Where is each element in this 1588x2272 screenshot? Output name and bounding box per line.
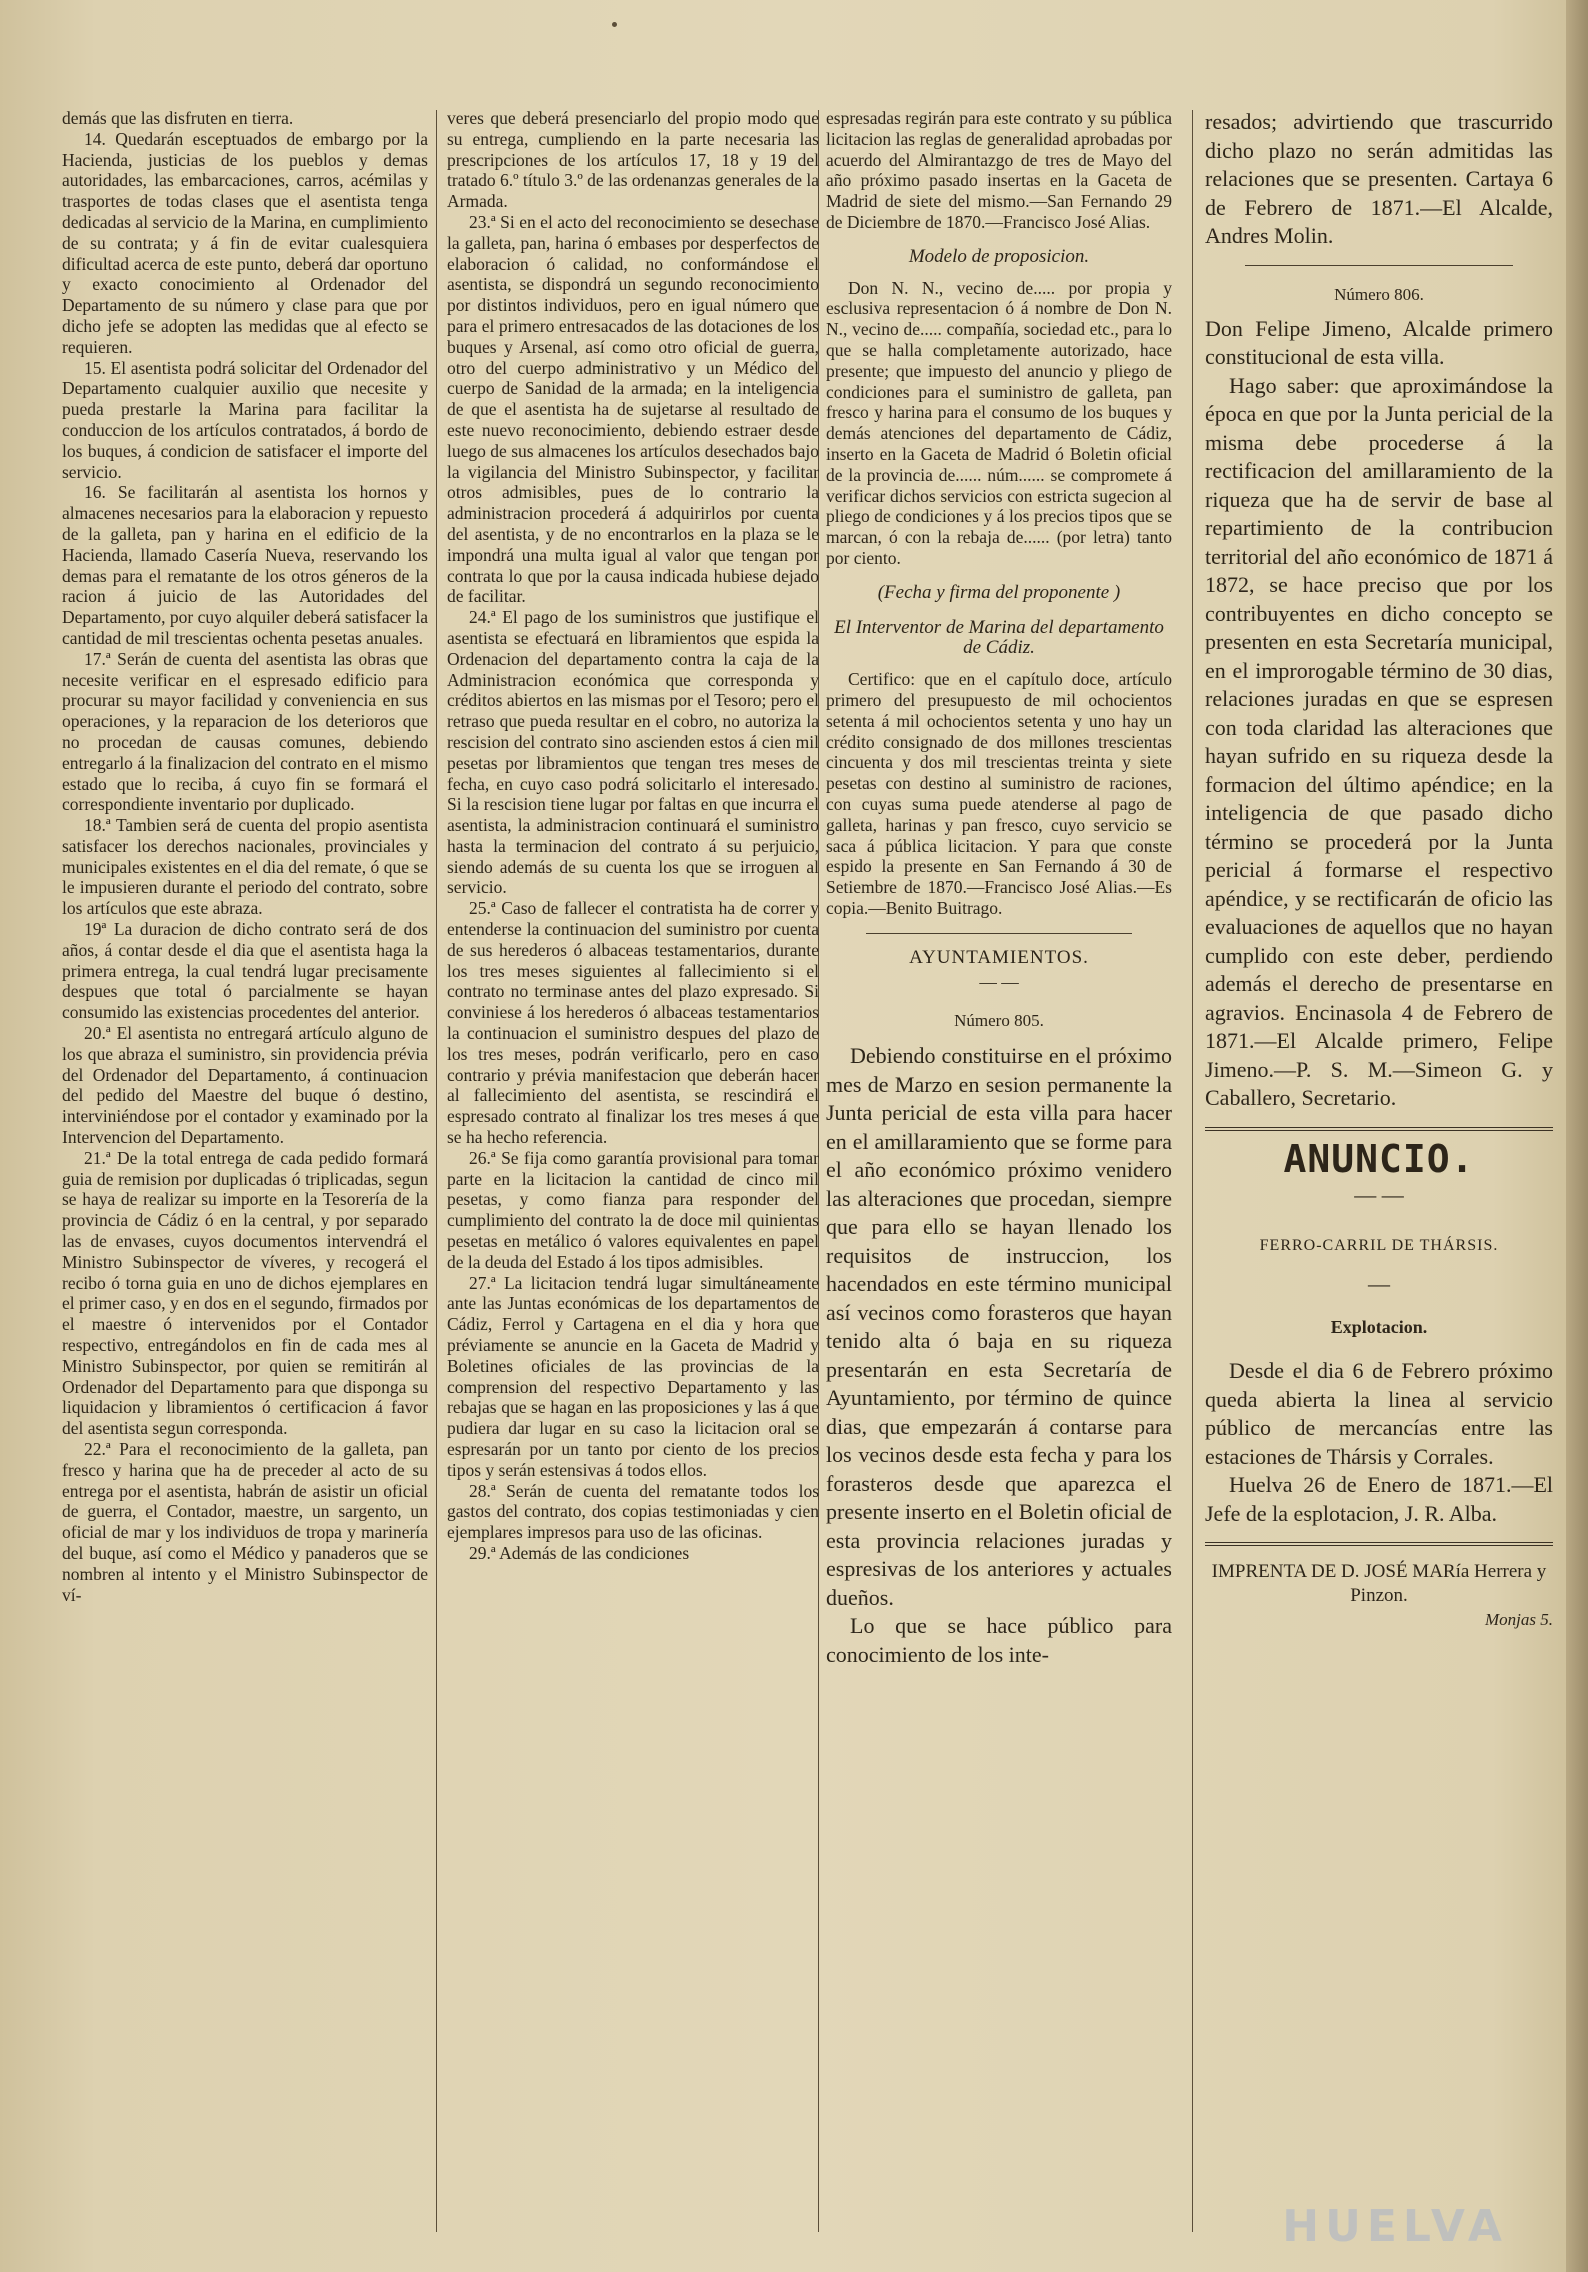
paragraph: 14. Quedarán esceptuados de embargo por la Hacienda, justicias de los pueblos y demas autoridades, las embarcaciones, carros, acémilas y trasportes de todas clases que el asentista tenga dedicadas al servicio de la Marina, en cumplimiento de su contrata; y á fin de evitar cualesquiera dificultad acerca de este punto, deberá dar oportuno y exacto conocimiento al Ordenador del Departamento de su número y clase para que por dicho jefe se adopten las medidas que al efecto se requieren.	[62, 128, 428, 357]
notice-heading: Don Felipe Jimeno, Alcalde primero constitucional de esta villa.	[1205, 315, 1553, 369]
imprenta-address: Monjas 5.	[1485, 1610, 1553, 1629]
imprenta-block	[1205, 1560, 1553, 1632]
paragraph: 22.ª Para el reconocimiento de la galleta, pan fresco y harina que ha de preceder al acto de su entrega por el asentista, habrán de asistir un oficial de guerra, el Contador, maestre, un sargento, un oficial de mar y los individuos de tropa y marinería del buque, así como el Médico y panaderos que se nombren al intento y el Ministro Subinspector de ví-	[62, 1439, 428, 1605]
interventor-heading: El Interventor de Marina del departamento de Cádiz.	[834, 616, 1164, 659]
paragraph: 20.ª El asentista no entregará artículo alguno de los que abraza el suministro, sin providencia prévia del Ordenador del Departamento, á continuacion del pedido del Maestre del buque ó destino, interviniéndose por el contador y examinado por la Intervencion del Departamento.	[62, 1023, 428, 1148]
divider	[1205, 1542, 1553, 1546]
divider	[866, 933, 1132, 934]
paragraph: Hago saber: que aproximándose la época en que por la Junta pericial de la misma debe procederse á la rectificacion del amillaramiento de la riqueza que ha de servir de base al repartimiento de la contribucion territorial del año económico de 1871 á 1872, se hace preciso que por los contribuyentes en dicho concepto se presenten en esta Secretaría municipal, en el improrogable término de 30 dias, relaciones juradas en que se espresen con toda claridad las alteraciones que hayan sufrido en su riqueza desde la formacion del último apéndice; en la inteligencia de que pasado dicho término se procederá por la Junta pericial á formarse el respectivo apéndice, y se rectificarán de oficio las evaluaciones de aquellos que no hayan cumplido con este deber, perdiendo además el derecho de presentarse en agravios. Encinasola 4 de Febrero de 1871.—El Alcalde primero, Felipe Jimeno.—P. S. M.—Simeon G. y Caballero, Secretario.	[1205, 372, 1553, 1110]
paragraph: 18.ª Tambien será de cuenta del propio asentista satisfacer los derechos nacionales, provinciales y municipales existentes en el dia del remate, ó que se le impusieren durante el periodo del contrato, sobre los artículos que este abraza.	[62, 815, 428, 919]
dash: — —	[1354, 1182, 1404, 1207]
divider	[1205, 1127, 1553, 1131]
imprenta-text: IMPRENTA DE D. JOSÉ MARía Herrera y Pinzon.	[1211, 1561, 1547, 1606]
paragraph: 15. El asentista podrá solicitar del Ordenador del Departamento cualquier auxilio que necesite y pueda prestarle la Marina para facilitar la conduccion de los artículos contratados, á bordo de los buques, á condicion de satisfacer el importe del servicio.	[62, 357, 428, 482]
paragraph: 26.ª Se fija como garantía provisional para tomar parte en la licitacion la cantidad de cinco mil pesetas, y como fianza para responder del cumplimiento del contrato la de doce mil quinientas pesetas en metálico ó valores equivalentes en papel de la deuda del Estado á los tipos admisibles.	[447, 1147, 819, 1272]
column-rule	[1192, 110, 1193, 2232]
paragraph: 19ª La duracion de dicho contrato será de dos años, á contar desde el dia que el asentista haga la primera entrega, la cual tendrá lugar precisamente despues que total ó parcialmente se hayan consumido las existencias procedentes del anterior.	[62, 919, 428, 1023]
paragraph: Desde el dia 6 de Febrero próximo queda abierta la linea al servicio público de mercancías entre las estaciones de Thársis y Corrales.	[1205, 1358, 1553, 1469]
dash: —	[1368, 1271, 1390, 1296]
paragraph: 16. Se facilitarán al asentista los hornos y almacenes necesarios para la elaboracion y repuesto de la galleta, pan y harina en el edificio de la Hacienda, llamado Casería Nueva, reservando los demas para el rematante de los otros géneros de la racion á juicio de las Autoridades del Departamento, por cuyo alquiler deberá satisfacer la cantidad de mil trescientas ochenta pesetas anuales.	[62, 482, 428, 648]
paragraph: 21.ª De la total entrega de cada pedido formará guia de remision por duplicadas ó triplicadas, segun se haya de realizar su importe en la Tesorería de la provincia de Cádiz ó en la central, y por separado las de envases, cuyos documentos intervendrá el Ministro Subinspector de víveres, y recogerá el recibo ó torna guia en uno de dichos ejemplares en el primer caso, y en dos en el segundo, firmados por el maestre ó intervenidos por el Contador respectivo, entregándolos en fin de cada mes al Ministro Subinspector, por quien se remitirán al Ordenador del Departamento para que disponga su liquidacion y libramientos ó certificacion á favor del asentista segun corresponda.	[62, 1147, 428, 1439]
paragraph: Debiendo constituirse en el próximo mes de Marzo en sesion permanente la Junta pericial de esta villa para hacer en el amillaramiento que se forme para el año económico próximo venidero las alteraciones que procedan, siempre que para ello se hayan llenado los requisitos de instruccion, los hacendados en este término municipal así vecinos como forasteros que hayan tenido alta ó baja en su riqueza presentarán en esta Secretaría de Ayuntamiento, por término de quince dias, que empezarán á contarse para los vecinos desde esta fecha y para los forasteros desde que aparezca el presente inserto en el Boletin oficial de esta provincia relaciones juradas y espresivas de los anteriores y actuales dueños.	[826, 1043, 1172, 1610]
page-edge	[1566, 0, 1588, 2272]
paragraph: Certifico: que en el capítulo doce, artículo primero del presupuesto de mil ochocientos setenta á mil ochocientos setenta y uno hay un crédito consignado de dos millones trescientas cincuenta y dos mil trescientas treinta y siete pesetas con destino al suministro de raciones, con cuyas suma puede atenderse al pago de galleta, harinas y pan fresco, cuyo servicio se saca á pública licitacion. Y para que conste espido la presente en San Fernando á 30 de Setiembre de 1870.—Francisco José Alias.—Es copia.—Benito Buitrago.	[826, 669, 1172, 918]
explotacion-heading: Explotacion.	[1330, 1316, 1428, 1337]
paragraph: 27.ª La licitacion tendrá lugar simultáneamente ante las Juntas económicas de los departamentos de Cádiz, Ferrol y Cartagena en el dia y hora que préviamente se anuncie en la Gaceta de Madrid y Boletines oficiales de las provincias de la comprension del respectivo Departamento y las rebajas que se hagan en las proposiciones y las á que pudiera dar lugar en su caso la licitacion oral se espresarán por un tanto por ciento de los precios tipos y serán estensivas á todos ellos.	[447, 1272, 819, 1480]
column-2	[447, 108, 819, 2232]
anuncio-heading: ANUNCIO.	[1283, 1136, 1475, 1181]
column-rule	[436, 110, 437, 2232]
notice-805	[826, 1042, 1172, 1669]
dash: — —	[979, 972, 1019, 993]
paragraph: 23.ª Si en el acto del reconocimiento se desechase la galleta, pan, harina ó embases por desperfectos de elaboracion ó calidad, no conformándose el asentista, se dispondrá un segundo reconocimiento por distintos individuos, pero en igual número que para el primero entresacados de las dotaciones de los buques y Arsenal, así como otro oficial de guerra, otro del cuerpo administrativo y un Médico del cuerpo de Sanidad de la armada; en la inteligencia de que el asentista ha de sujetarse al resultado de este nuevo reconocimiento, debiendo estraer desde luego de sus almacenes los artículos desechados bajo la vigilancia del Ministro Subinspector, y facilitar otros admisibles, pues de lo contrario la administracion procederá á adquirirlos por cuenta del asentista, y de no encontrarlos en la plaza se le impondrá una multa igual al valor que tengan por contrata lo que por la causa indicada hubiese dejado de facilitar.	[447, 211, 819, 607]
paragraph: Huelva 26 de Enero de 1871.—El Jefe de la esplotacion, J. R. Alba.	[1205, 1472, 1553, 1526]
paragraph: 29.ª Además de las condiciones	[469, 1542, 690, 1563]
column-3	[826, 108, 1172, 2232]
paragraph: resados; advirtiendo que trascurrido dicho plazo no serán admitidas las relaciones que se presenten. Cartaya 6 de Febrero de 1871.—El Alcalde, Andres Molin.	[1205, 109, 1553, 248]
column-1	[62, 108, 428, 2232]
divider	[1245, 265, 1513, 266]
ink-dot	[612, 22, 617, 27]
column-4	[1205, 108, 1553, 2232]
paragraph: 28.ª Serán de cuenta del rematante todos los gastos del contrato, dos copias testimoniadas y cien ejemplares impresos para uso de las oficinas.	[447, 1480, 819, 1543]
fecha-firma: (Fecha y firma del proponente )	[877, 581, 1121, 603]
notice-number: Número 805.	[954, 1011, 1044, 1031]
section-heading: AYUNTAMIENTOS.	[909, 946, 1089, 968]
paragraph: 25.ª Caso de fallecer el contratista ha de correr y entenderse la continuacion del suministro por cuenta de sus herederos ó albaceas testamentarios, durante los tres meses siguientes al fallecimiento si el contrato no terminase antes del plazo expresado. Si conviniese á los herederos ó albaceas testamentarios la continuacion el suministro despues del plazo de los tres meses, podrán verificarlo, pero en caso contrario y prévia manifestacion que deberán hacer al fallecimiento del asentista, se rescindirá el espresado contrato al finalizar los tres meses á que se ha hecho referencia.	[447, 898, 819, 1148]
paragraph: 24.ª El pago de los suministros que justifique el asentista se efectuará en libramientos que espida la Ordenacion del departamento contra la caja de la Administracion económica que corresponda y créditos abiertos en las mismas por el Tesoro; pero el retraso que pueda resultar en el cobro, no autoriza la rescision del contrato sino ascienden estos á cien mil pesetas por libramientos que tengan tres meses de fecha, en cuyo caso podrá solicitarlo el interesado. Si la rescision tiene lugar por faltas en que incurra el asentista, la administracion continuará el suministro hasta la terminacion del contrato á su perjuicio, siendo además de su cuenta los que se irroguen al servicio.	[447, 607, 819, 898]
paragraph: 17.ª Serán de cuenta del asentista las obras que necesite verificar en el espresado edificio para procurar su mayor facilidad y conveniencia en sus operaciones, y la reparacion de los deterioros que no procedan de causas comunes, debiendo entregarlo á la finalizacion del contrato en el mismo estado que lo reciba, á cuyo fin se formará el correspondiente inventario por duplicado.	[62, 648, 428, 815]
watermark-stamp: HUELVA	[1282, 2201, 1508, 2252]
ferro-heading: FERRO-CARRIL DE THÁRSIS.	[1259, 1236, 1499, 1254]
paragraph: demás que las disfruten en tierra.	[62, 108, 294, 128]
paragraph: veres que deberá presenciarlo del propio modo que su entrega, cumpliendo en la parte necesaria las prescripciones de los artículos 17, 18 y 19 del tratado 6.º título 3.º de las ordenanzas generales de la Armada.	[447, 108, 819, 212]
notice-number: Número 806.	[1334, 284, 1424, 304]
paragraph: Don N. N., vecino de..... por propia y esclusiva representacion ó á nombre de Don N. N., vecino de..... compañía, sociedad etc., para lo que se halla completamente autorizado, hace presente; que impuesto del anuncio y pliego de condiciones para el suministro de galleta, pan fresco y harina para el consumo de los buques y demás atenciones del departamento de Cádiz, inserto en la Gaceta de Madrid ó Boletin oficial de la provincia de...... núm...... se compromete á verificar dichos servicios con estricta sugecion al pliego de condiciones y á los precios tipos que se marcan, ó con la rebaja de...... (por letra) tanto por ciento.	[826, 277, 1172, 568]
modelo-title: Modelo de proposicion.	[908, 245, 1090, 267]
paragraph: espresadas regirán para este contrato y su pública licitacion las reglas de generalidad aprobadas por acuerdo del Almirantazgo de tres de Mayo del año próximo pasado insertas en la Gaceta de Madrid de siete del mismo.—San Fernando 29 de Diciembre de 1870.—Francisco José Alias.	[826, 108, 1172, 232]
paragraph: Lo que se hace público para conocimiento de los inte-	[826, 1613, 1172, 1667]
